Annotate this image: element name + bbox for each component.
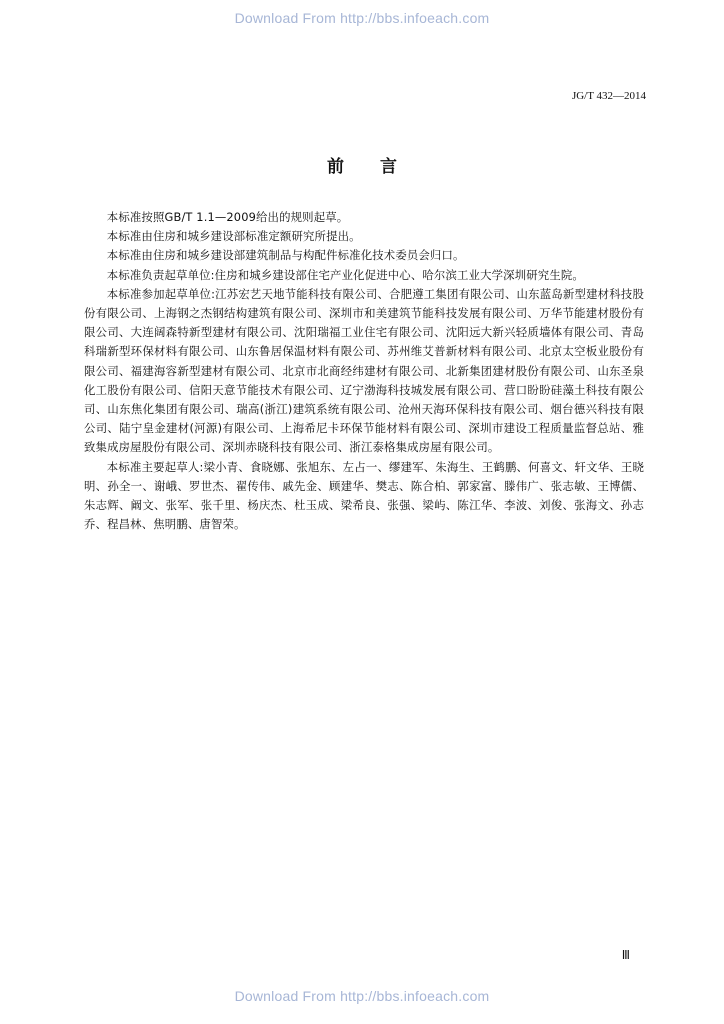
page-title: 前言 xyxy=(327,157,433,177)
paragraph-drafting-rules: 本标准按照GB/T 1.1—2009给出的规则起草。 xyxy=(106,210,349,224)
paragraph-main-drafters: 本标准主要起草人:梁小青、食晓娜、张旭东、左占一、缪建军、朱海生、王鹤鹏、何喜文、轩文华、王晓明、孙全一、谢峨、罗世杰、翟传伟、戚先金、顾建华、樊志、陈合柏、郭家富、滕伟广、张志敏、王博儒、朱志辉、阚文、张军、张千里、杨庆杰、杜玉成、梁希良、张强、梁屿、陈江华、李波、刘俊、张海文、孙志乔、程昌林、焦明鹏、唐智荣。 xyxy=(84,459,644,532)
page-number: Ⅲ xyxy=(621,948,630,962)
paragraph-participating-units: 本标准参加起草单位:江苏宏艺天地节能科技有限公司、合肥遵工集团有限公司、山东蓝岛新型建材科技股份有限公司、上海钢之杰钢结构建筑有限公司、深圳市和美建筑节能科技发展有限公司、万华节能建材股份有限公司、大连阔森特新型建材有限公司、沈阳瑞福工业住宅有限公司、沈阳远大新兴轻质墙体有限公司、青岛科瑞新型环保材料有限公司、山东鲁居保温材料有限公司、苏州维艾普新材料有限公司、北京太空板业股份有限公司、福建海容新型建材有限公司、北京市北商经纬建材有限公司、北新集团建材股份有限公司、山东圣泉化工股份有限公司、信阳天意节能技术有限公司、辽宁渤海科技城发展有限公司、营口盼盼硅藻土科技有限公司、山东焦化集团有限公司、瑞高(浙江)建筑系统有限公司、沧州天海环保科技有限公司、烟台德兴科技有限公司、陆宁皇金建材(河源)有限公司、上海希尼卡环保节能材料有限公司、深圳市建设工程质量监督总站、雅致集成房屋股份有限公司、深圳赤晓科技有限公司、浙江泰格集成房屋有限公司。 xyxy=(84,286,644,455)
paragraph-centralized: 本标准由住房和城乡建设部建筑制品与构配件标准化技术委员会归口。 xyxy=(106,248,465,263)
paragraph-lead-drafter: 本标准负责起草单位:住房和城乡建设部住宅产业化促进中心、哈尔滨工业大学深圳研究生院。 xyxy=(106,267,584,282)
foreword-body xyxy=(84,208,644,534)
paragraph-proposer: 本标准由住房和城乡建设部标准定额研究所提出。 xyxy=(106,229,361,244)
watermark-bottom: Download From http://bbs.infoeach.com xyxy=(234,988,490,1004)
watermark-top: Download From http://bbs.infoeach.com xyxy=(234,10,490,26)
standard-code: JG/T 432—2014 xyxy=(571,90,646,102)
